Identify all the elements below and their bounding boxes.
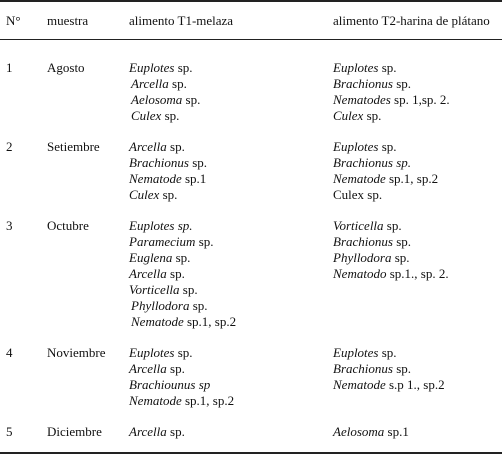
species-suffix: sp. bbox=[174, 345, 193, 360]
species-genus: Euplotes bbox=[333, 139, 379, 154]
row-number: 3 bbox=[6, 218, 13, 233]
species-entry bbox=[333, 171, 438, 187]
species-list-t2 bbox=[333, 139, 438, 203]
species-entry bbox=[129, 377, 234, 393]
species-genus: Brachionus bbox=[333, 234, 393, 249]
species-genus: Culex bbox=[333, 108, 364, 123]
species-genus: Vorticella bbox=[333, 218, 384, 233]
species-genus: Aelosoma bbox=[333, 424, 385, 439]
row-number: 5 bbox=[6, 424, 13, 439]
species-entry bbox=[129, 155, 207, 171]
species-suffix: sp. bbox=[378, 139, 397, 154]
header-t1: alimento T1-melaza bbox=[129, 13, 234, 28]
species-genus: Brachiounus sp bbox=[129, 377, 211, 392]
species-entry bbox=[129, 108, 200, 124]
row-muestra: Octubre bbox=[47, 218, 89, 233]
species-suffix: sp. bbox=[161, 108, 180, 123]
species-suffix: s.p 1., sp.2 bbox=[385, 377, 445, 392]
row-muestra: Agosto bbox=[47, 60, 85, 75]
species-suffix: sp. bbox=[159, 187, 178, 202]
species-genus: Brachionus bbox=[333, 76, 393, 91]
species-genus: Aelosoma bbox=[131, 92, 183, 107]
species-suffix: sp.1., sp. 2. bbox=[386, 266, 449, 281]
species-genus: Paramecium bbox=[129, 234, 196, 249]
species-genus: Brachionus bbox=[333, 361, 393, 376]
species-entry bbox=[333, 345, 445, 361]
species-genus: Brachionus sp. bbox=[333, 155, 411, 170]
species-genus: Nematode bbox=[333, 171, 386, 186]
species-genus: Nematode bbox=[129, 393, 182, 408]
species-list-t1 bbox=[129, 424, 185, 440]
species-genus: Nematode bbox=[131, 314, 184, 329]
species-suffix: sp. bbox=[188, 155, 208, 170]
species-suffix: sp. bbox=[392, 361, 412, 376]
species-suffix: Culex sp. bbox=[333, 187, 383, 202]
species-entry bbox=[333, 218, 449, 234]
species-entry bbox=[129, 139, 207, 155]
row-number: 2 bbox=[6, 139, 13, 154]
species-suffix: sp. bbox=[363, 108, 382, 123]
species-entry bbox=[333, 60, 450, 76]
species-entry bbox=[129, 60, 200, 76]
header-muestra: muestra bbox=[47, 13, 89, 28]
species-genus: Euplotes bbox=[333, 60, 379, 75]
species-suffix: sp. bbox=[166, 139, 185, 154]
species-entry bbox=[333, 187, 438, 203]
species-genus: Vorticella bbox=[129, 282, 180, 297]
species-entry bbox=[333, 108, 450, 124]
species-list-t1 bbox=[129, 345, 234, 409]
species-genus: Nematodo bbox=[333, 266, 387, 281]
row-muestra: Setiembre bbox=[47, 139, 100, 154]
species-genus: Arcella bbox=[129, 424, 167, 439]
species-suffix: sp. bbox=[166, 361, 185, 376]
species-suffix: sp. bbox=[168, 76, 187, 91]
species-entry bbox=[129, 314, 236, 330]
species-entry bbox=[129, 393, 234, 409]
row-number: 1 bbox=[6, 60, 13, 75]
species-suffix: sp. bbox=[392, 234, 412, 249]
species-suffix: sp.1, sp.2 bbox=[385, 171, 439, 186]
species-entry bbox=[333, 92, 450, 108]
species-genus: Euplotes bbox=[129, 345, 175, 360]
species-entry bbox=[333, 377, 445, 393]
species-entry bbox=[333, 139, 438, 155]
species-entry bbox=[333, 361, 445, 377]
species-list-t1 bbox=[129, 139, 207, 203]
row-muestra: Diciembre bbox=[47, 424, 102, 439]
species-suffix: sp. bbox=[189, 298, 208, 313]
species-genus: Brachionus bbox=[129, 155, 189, 170]
species-suffix: sp. bbox=[391, 250, 410, 265]
table-bottom-rule bbox=[0, 452, 502, 454]
header-number: N° bbox=[6, 13, 21, 28]
species-entry bbox=[129, 76, 200, 92]
species-genus: Nematodes bbox=[333, 92, 391, 107]
species-list-t2 bbox=[333, 345, 445, 393]
species-genus: Euplotes bbox=[129, 60, 175, 75]
species-entry bbox=[129, 250, 236, 266]
species-entry bbox=[333, 266, 449, 282]
row-muestra: Noviembre bbox=[47, 345, 106, 360]
species-list-t1 bbox=[129, 218, 236, 330]
species-genus: Arcella bbox=[131, 76, 169, 91]
species-list-t2 bbox=[333, 218, 449, 282]
species-suffix: sp. bbox=[174, 60, 193, 75]
species-suffix: sp. bbox=[383, 218, 402, 233]
species-suffix: sp. bbox=[378, 345, 397, 360]
species-genus: Phyllodora bbox=[333, 250, 392, 265]
table-header-rule bbox=[0, 39, 502, 40]
species-suffix: sp. bbox=[179, 282, 198, 297]
species-genus: Arcella bbox=[129, 266, 167, 281]
species-suffix: sp. bbox=[195, 234, 214, 249]
species-entry bbox=[129, 171, 207, 187]
species-genus: Euplotes sp. bbox=[129, 218, 193, 233]
species-entry bbox=[129, 234, 236, 250]
species-suffix: sp. bbox=[166, 266, 185, 281]
row-number: 4 bbox=[6, 345, 13, 360]
species-suffix: sp.1, sp.2 bbox=[181, 393, 235, 408]
species-entry bbox=[129, 187, 207, 203]
species-entry bbox=[129, 424, 185, 440]
species-suffix: sp. bbox=[166, 424, 185, 439]
species-suffix: sp. bbox=[172, 250, 191, 265]
species-entry bbox=[333, 424, 409, 440]
species-list-t2 bbox=[333, 424, 409, 440]
species-genus: Euplotes bbox=[333, 345, 379, 360]
species-genus: Nematode bbox=[333, 377, 386, 392]
species-suffix: sp. bbox=[182, 92, 201, 107]
species-genus: Culex bbox=[131, 108, 162, 123]
species-entry bbox=[129, 266, 236, 282]
species-entry bbox=[333, 234, 449, 250]
species-list-t1 bbox=[129, 60, 200, 124]
species-suffix: sp.1 bbox=[384, 424, 409, 439]
species-entry bbox=[129, 92, 200, 108]
species-genus: Euglena bbox=[129, 250, 173, 265]
species-entry bbox=[129, 345, 234, 361]
species-suffix: sp.1 bbox=[181, 171, 207, 186]
species-suffix: sp. 1,sp. 2. bbox=[390, 92, 450, 107]
header-t2: alimento T2-harina de plátano bbox=[333, 13, 490, 28]
species-entry bbox=[333, 250, 449, 266]
species-list-t2 bbox=[333, 60, 450, 124]
species-entry bbox=[129, 282, 236, 298]
species-suffix: sp. bbox=[392, 76, 412, 91]
species-suffix: sp. bbox=[378, 60, 397, 75]
species-genus: Arcella bbox=[129, 361, 167, 376]
table-top-rule bbox=[0, 0, 502, 2]
species-genus: Phyllodora bbox=[131, 298, 190, 313]
species-entry bbox=[333, 155, 438, 171]
species-genus: Culex bbox=[129, 187, 160, 202]
species-entry bbox=[129, 298, 236, 314]
species-entry bbox=[129, 218, 236, 234]
species-genus: Nematode bbox=[129, 171, 182, 186]
species-genus: Arcella bbox=[129, 139, 167, 154]
species-entry bbox=[129, 361, 234, 377]
species-suffix: sp.1, sp.2 bbox=[183, 314, 237, 329]
species-entry bbox=[333, 76, 450, 92]
